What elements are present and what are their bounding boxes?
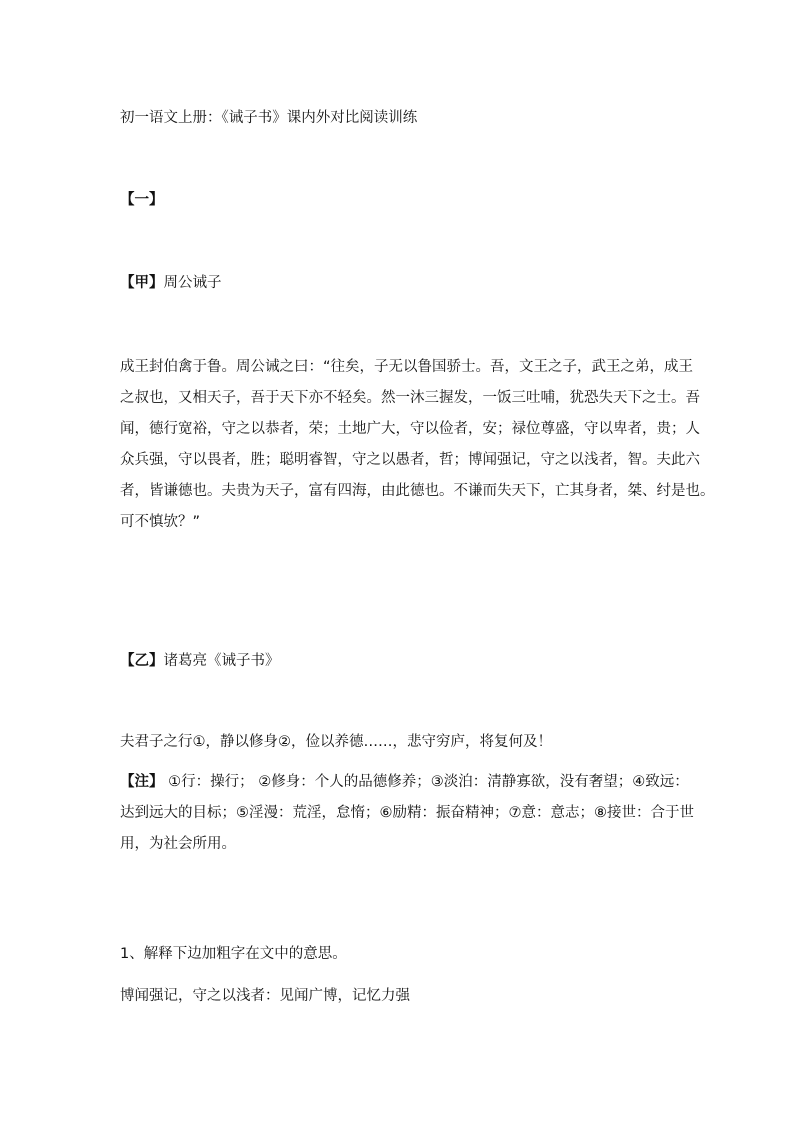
passage-yi-title: 诸葛亮《诫子书》: [163, 653, 280, 669]
passage-jia-title: 周公诫子: [163, 275, 222, 291]
passage-jia-line: 可不慎欤？”: [120, 514, 201, 530]
passage-jia-line: 成王封伯禽于鲁。周公诫之曰：“往矣，子无以鲁国骄士。吾，文王之子，武王之弟，成王: [120, 359, 694, 375]
section-heading-one: 【一】: [120, 192, 164, 208]
passage-jia-heading: [120, 273, 222, 293]
passage-jia-text: [120, 352, 715, 538]
document-title: 初一语文上册：《诫子书》课内外对比阅读训练: [120, 110, 418, 126]
notes-line: 达到远大的目标；⑤淫漫：荒淫，怠惰；⑥励精：振奋精神；⑦意：意志；⑧接世：合于世: [120, 805, 694, 821]
notes-text: ①行：操行； ②修身：个人的品德修养；③淡泊：清静寡欲，没有奢望；④致远：: [163, 774, 689, 790]
passage-yi-heading: [120, 651, 280, 671]
notes-line: 用，为社会所用。: [120, 836, 236, 852]
passage-jia-line: 闻，德行宽裕，守之以恭者，荣；土地广大，守以俭者，安；禄位尊盛，守以卑者，贵；人: [120, 421, 700, 437]
passage-jia-line: 众兵强，守以畏者，胜；聪明睿智，守之以愚者，哲；博闻强记，守之以浅者，智。夫此六: [120, 452, 700, 468]
question-1-prompt: 1、解释下边加粗字在文中的意思。: [120, 946, 347, 962]
passage-jia-line: 之叔也，又相天子，吾于天下亦不轻矣。然一沐三握发，一饭三吐哺，犹恐失天下之士。吾: [120, 390, 700, 406]
notes-marker: 【注】: [120, 774, 164, 790]
notes-line: [120, 767, 689, 798]
notes-block: [120, 767, 694, 860]
question-1-item: 博闻强记，守之以浅者：见闻广博，记忆力强: [120, 988, 410, 1004]
passage-jia-marker: 【甲】: [120, 275, 164, 291]
passage-jia-line: 者，皆谦德也。夫贵为天子，富有四海，由此德也。不谦而失天下，亡其身者，桀、纣是也。: [120, 483, 715, 499]
passage-yi-marker: 【乙】: [120, 653, 164, 669]
passage-yi-text: 夫君子之行①，静以修身②，俭以养德……，悲守穷庐，将复何及！: [120, 734, 552, 750]
